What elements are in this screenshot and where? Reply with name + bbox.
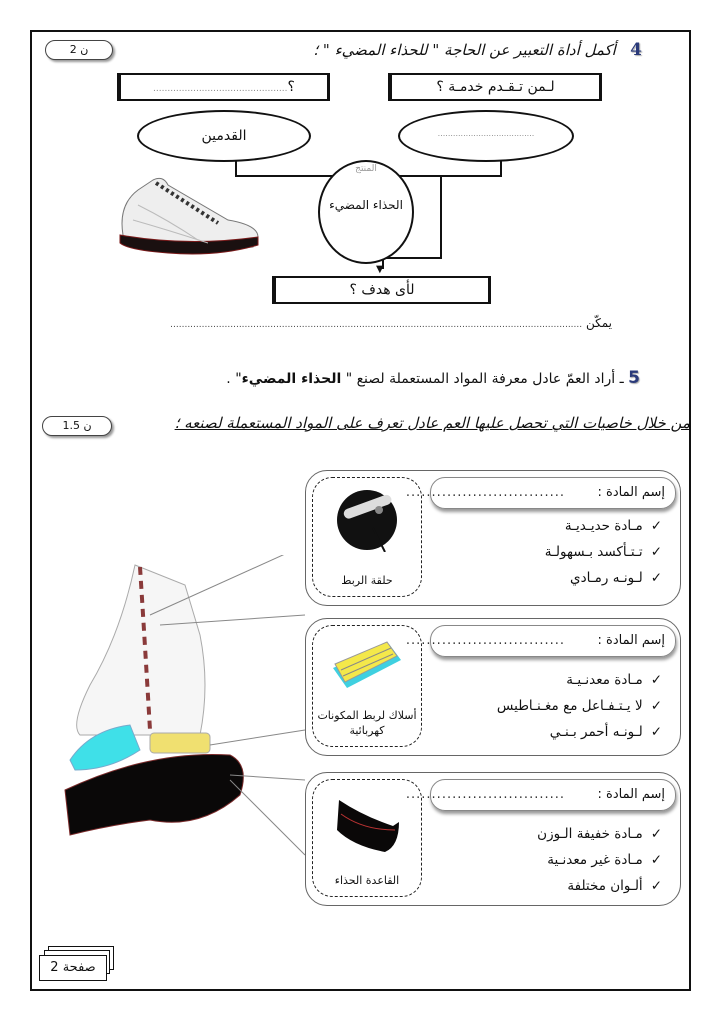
check-icon: ✓ bbox=[650, 852, 662, 868]
material-name-label: إسم المادة : bbox=[597, 485, 665, 500]
property-text: لـونـه أحمر بـنـي bbox=[549, 724, 643, 740]
question-number: 4 bbox=[630, 40, 642, 60]
points-badge-q5: 1.5 ن bbox=[42, 416, 112, 436]
material-name-field[interactable] bbox=[405, 477, 676, 509]
product-name: الحذاء المضيء bbox=[329, 198, 403, 212]
property-item bbox=[497, 667, 662, 693]
property-item bbox=[537, 821, 662, 847]
property-item bbox=[537, 873, 662, 899]
property-item bbox=[545, 565, 662, 591]
property-list bbox=[537, 821, 662, 899]
property-text: لا يـتـفـاعل مع مغـنـاطيس bbox=[496, 698, 643, 714]
material-name-label: إسم المادة : bbox=[597, 633, 665, 648]
q4-title bbox=[313, 40, 642, 60]
q5-intro-text: ـ أراد العمّ عادل معرفة المواد المستعملة لصنع " bbox=[345, 371, 624, 387]
check-icon: ✓ bbox=[650, 570, 662, 586]
material-name-label: إسم المادة : bbox=[597, 787, 665, 802]
property-item bbox=[545, 539, 662, 565]
property-text: مـادة حديـديـة bbox=[564, 518, 643, 534]
property-text: لـونـه رمـادي bbox=[570, 570, 643, 586]
q5-instruction: من خلال خاصيات التي تحصل عليها العم عادل تعرف على المواد المستعملة لصنعه ؛ bbox=[174, 414, 690, 432]
check-icon: ✓ bbox=[650, 826, 662, 842]
property-text: مـادة غير معدنـية bbox=[547, 852, 643, 868]
q5-intro-end: " . bbox=[226, 371, 242, 387]
answer-blank[interactable]: ............................... bbox=[405, 633, 565, 648]
answer-blank[interactable]: ............................... bbox=[405, 485, 565, 500]
image-caption: القاعدة الحذاء bbox=[334, 874, 400, 887]
answer-blank[interactable]: ............................................... bbox=[153, 84, 288, 94]
box-what-question: ؟ bbox=[287, 79, 295, 95]
product-label: المنتج bbox=[355, 164, 377, 174]
material-card-2 bbox=[305, 618, 681, 756]
image-caption: أسلاك لربط المكونات كهربائية bbox=[317, 709, 417, 737]
shoe-sole-icon bbox=[333, 796, 403, 856]
check-icon: ✓ bbox=[650, 518, 662, 534]
arrow-down-icon: ▼ bbox=[376, 264, 384, 275]
answer-line[interactable] bbox=[170, 316, 612, 330]
property-text: مـادة خفيفة الـوزن bbox=[537, 826, 643, 842]
property-text: تـتـأكسد بـسهولـة bbox=[544, 544, 643, 560]
ellipse-users: القدمين bbox=[137, 110, 311, 162]
check-icon: ✓ bbox=[650, 878, 662, 894]
ellipse-blank[interactable]: ...................................... bbox=[398, 110, 574, 162]
box-what bbox=[117, 73, 330, 101]
property-list bbox=[545, 513, 662, 591]
material-name-field[interactable] bbox=[405, 779, 676, 811]
material-card-1 bbox=[305, 470, 681, 606]
box-who: لـمن تـقـدم خدمـة ؟ bbox=[388, 73, 602, 101]
check-icon: ✓ bbox=[650, 544, 662, 560]
material-name-field[interactable] bbox=[405, 625, 676, 657]
points-badge-q4: 2 ن bbox=[45, 40, 113, 60]
lace-ring-icon bbox=[335, 488, 399, 552]
connector-line bbox=[440, 175, 442, 259]
answer-blank[interactable]: ................................................................................................................................................ bbox=[170, 320, 583, 330]
question-number: 5 bbox=[628, 368, 640, 388]
shoe-image bbox=[108, 165, 268, 255]
property-item bbox=[497, 693, 662, 719]
property-item bbox=[545, 513, 662, 539]
check-icon: ✓ bbox=[650, 698, 662, 714]
exploded-shoe-image bbox=[50, 555, 310, 895]
q5-intro bbox=[226, 368, 640, 388]
answer-blank[interactable]: ............................... bbox=[405, 787, 565, 802]
check-icon: ✓ bbox=[650, 724, 662, 740]
property-item bbox=[537, 847, 662, 873]
check-icon: ✓ bbox=[650, 672, 662, 688]
connector-line bbox=[382, 257, 442, 259]
property-text: مـادة معدنـيـة bbox=[566, 672, 643, 688]
answer-prefix: يمكّن bbox=[585, 316, 612, 330]
wires-icon bbox=[329, 638, 405, 692]
page-number: صفحة 2 bbox=[39, 955, 107, 981]
property-item bbox=[497, 719, 662, 745]
material-card-3 bbox=[305, 772, 681, 906]
property-list bbox=[497, 667, 662, 745]
property-text: ألـوان مختلفة bbox=[567, 878, 643, 894]
image-caption: حلقة الربط bbox=[341, 574, 393, 587]
product-circle bbox=[318, 160, 414, 264]
box-goal: لأى هدف ؟ bbox=[272, 276, 491, 304]
q4-title-text: أكمل أداة التعبير عن الحاجة " للحذاء المضيء " ؛ bbox=[313, 41, 616, 59]
q5-intro-bold: الحذاء المضيء bbox=[241, 371, 342, 387]
